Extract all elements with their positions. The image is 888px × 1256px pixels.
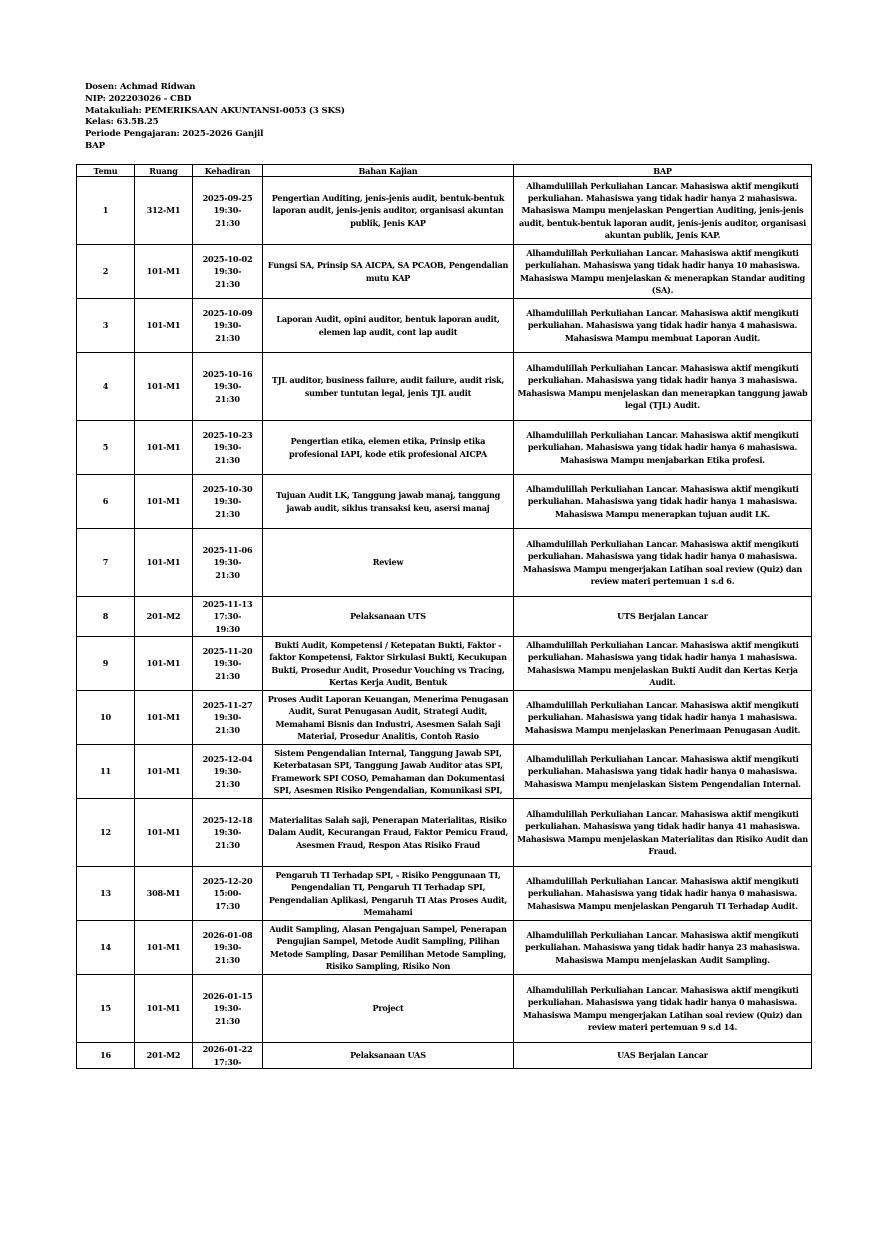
session-time-end: 21:30 xyxy=(215,278,240,289)
room-cell xyxy=(135,529,193,597)
session-date: 2026-01-15 xyxy=(202,991,253,1002)
session-time-start: 19:30- xyxy=(213,658,242,669)
section-title: BAP xyxy=(85,140,105,151)
bap-cell xyxy=(514,177,812,245)
bap-text: Alhamdulillah Perkuliahan Lancar. Mahasiswa aktif mengikuti perkuliahan. Mahasiswa yang tidak hadir hanya 41 mahasiswa. Mahasiswa Mampu menjelaskan Materialitas dan Risiko Audit dan Fraud. xyxy=(517,809,808,856)
room-code: 101-M1 xyxy=(146,320,181,331)
meeting-number: 1 xyxy=(102,205,109,216)
table-row xyxy=(77,353,812,421)
meeting-number-cell xyxy=(77,245,135,299)
table-row xyxy=(77,475,812,529)
table-header-row xyxy=(77,165,812,177)
meeting-number: 10 xyxy=(100,712,111,723)
bap-cell xyxy=(514,691,812,745)
bap-text: UTS Berjalan Lancar xyxy=(617,611,708,622)
attendance-cell xyxy=(193,245,263,299)
session-time-end: 21:30 xyxy=(215,454,240,465)
session-time-end: 21:30 xyxy=(215,724,240,735)
topic-cell xyxy=(263,1043,514,1069)
bap-cell xyxy=(514,745,812,799)
bap-table xyxy=(76,164,812,1069)
session-date: 2025-11-20 xyxy=(202,646,253,657)
meeting-number-cell xyxy=(77,745,135,799)
course-line: Matakuliah: PEMERIKSAAN AKUNTANSI-0053 (3 SKS) xyxy=(85,105,345,116)
topic-text: Audit Sampling, Alasan Pengajuan Sampel, Penerapan Pengujian Sampel, Metode Audit Sampling, Pilihan Metode Sampling, Dasar Pemilihan Metode Sampling, Risiko Sampling, Risiko Non xyxy=(269,924,507,971)
topic-text: Pelaksanaan UAS xyxy=(350,1050,426,1061)
table-row xyxy=(77,745,812,799)
room-code: 101-M1 xyxy=(146,557,181,568)
meeting-number: 15 xyxy=(100,1003,111,1014)
attendance-cell xyxy=(193,799,263,867)
table-row xyxy=(77,799,812,867)
room-cell xyxy=(135,1043,193,1069)
bap-cell xyxy=(514,799,812,867)
topic-text: Bukti Audit, Kompetensi / Ketepatan Bukti, Faktor - faktor Kompetensi, Faktor Sirkulasi Bukti, Kecukupan Bukti, Prosedur Audit, Prosedur Vouching vs Tracing, Kertas Kerja Audit, Bentuk xyxy=(269,640,507,687)
bap-text: Alhamdulillah Perkuliahan Lancar. Mahasiswa aktif mengikuti perkuliahan. Mahasiswa yang tidak hadir hanya 2 mahasiswa. Mahasiswa Mampu menjelaskan Pengertian Auditing, jenis-jenis audit, bentuk-bentuk laporan audit, jenis-jenis auditor, organisasi akuntan publik, Jenis KAP. xyxy=(519,180,806,240)
table-row xyxy=(77,245,812,299)
session-time-end: 19:30 xyxy=(215,623,240,634)
room-code: 101-M1 xyxy=(146,1003,181,1014)
meeting-number: 8 xyxy=(102,611,109,622)
session-date: 2025-09-25 xyxy=(202,193,253,204)
session-date: 2025-10-02 xyxy=(202,254,253,265)
bap-cell xyxy=(514,975,812,1043)
topic-cell xyxy=(263,177,514,245)
table-row xyxy=(77,637,812,691)
meeting-number: 14 xyxy=(100,942,111,953)
topic-cell xyxy=(263,597,514,637)
session-date: 2025-11-06 xyxy=(202,545,253,556)
session-time-end: 21:30 xyxy=(215,670,240,681)
topic-cell xyxy=(263,245,514,299)
topic-text: Pelaksanaan UTS xyxy=(350,611,426,622)
session-time-start: 17:30- xyxy=(213,611,242,622)
room-code: 101-M1 xyxy=(146,658,181,669)
document-header xyxy=(85,82,345,153)
session-time-end: 21:30 xyxy=(215,839,240,850)
room-cell xyxy=(135,245,193,299)
topic-cell xyxy=(263,637,514,691)
session-date: 2025-12-04 xyxy=(202,754,253,765)
topic-text: Pengaruh TI Terhadap SPI, - Risiko Penggunaan TI, Pengendalian TI, Pengaruh TI Terhadap SPI, Pengendalian Aplikasi, Pengaruh TI Atas Proses Audit, Memahami xyxy=(268,870,508,917)
meeting-number: 3 xyxy=(102,320,109,331)
room-cell xyxy=(135,353,193,421)
bap-cell xyxy=(514,421,812,475)
session-time-end: 17:30 xyxy=(215,900,240,911)
session-time-end: 21:30 xyxy=(215,332,240,343)
meeting-number: 6 xyxy=(102,496,109,507)
session-time-start: 19:30- xyxy=(213,496,242,507)
meeting-number: 2 xyxy=(102,266,109,277)
topic-cell xyxy=(263,353,514,421)
attendance-cell xyxy=(193,529,263,597)
meeting-number-cell xyxy=(77,177,135,245)
col-header-room: Ruang xyxy=(135,165,193,177)
class-line: Kelas: 63.5B.25 xyxy=(85,117,159,128)
attendance-cell xyxy=(193,1043,263,1069)
bap-cell xyxy=(514,353,812,421)
bap-text: Alhamdulillah Perkuliahan Lancar. Mahasiswa aktif mengikuti perkuliahan. Mahasiswa yang tidak hadir hanya 10 mahasiswa. Mahasiswa Mampu menjelaskan & menerapkan Standar auditing (SA). xyxy=(520,248,805,295)
session-time-start: 19:30- xyxy=(213,320,242,331)
meeting-number-cell xyxy=(77,353,135,421)
bap-cell xyxy=(514,867,812,921)
lecturer-line: Dosen: Achmad Ridwan xyxy=(85,82,196,92)
meeting-number: 9 xyxy=(102,658,109,669)
session-time-start: 19:30- xyxy=(213,205,242,216)
bap-cell xyxy=(514,637,812,691)
session-time-start: 19:30- xyxy=(213,557,242,568)
bap-text: Alhamdulillah Perkuliahan Lancar. Mahasiswa aktif mengikuti perkuliahan. Mahasiswa yang tidak hadir hanya 0 mahasiswa. Mahasiswa Mampu mengerjakan Latihan soal review (Quiz) dan review materi pertemuan 1 s.d 6. xyxy=(522,539,803,586)
table-row xyxy=(77,299,812,353)
attendance-cell xyxy=(193,475,263,529)
session-date: 2025-10-09 xyxy=(202,308,253,319)
meeting-number: 5 xyxy=(102,442,109,453)
topic-text: Fungsi SA, Prinsip SA AICPA, SA PCAOB, Pengendalian mutu KAP xyxy=(267,260,509,283)
meeting-number: 11 xyxy=(100,766,111,777)
room-cell xyxy=(135,421,193,475)
session-time-start: 19:30- xyxy=(213,766,242,777)
meeting-number-cell xyxy=(77,799,135,867)
session-time-end: 21:30 xyxy=(215,508,240,519)
session-date: 2025-10-30 xyxy=(202,484,253,495)
attendance-cell xyxy=(193,921,263,975)
col-header-attendance: Kehadiran xyxy=(193,165,263,177)
room-code: 101-M1 xyxy=(146,496,181,507)
session-time-end: 21:30 xyxy=(215,393,240,404)
meeting-number-cell xyxy=(77,1043,135,1069)
bap-text: Alhamdulillah Perkuliahan Lancar. Mahasiswa aktif mengikuti perkuliahan. Mahasiswa yang tidak hadir hanya 1 mahasiswa. Mahasiswa Mampu menjelaskan Penerimaan Penugasan Audit. xyxy=(524,700,801,735)
topic-text: Project xyxy=(372,1003,404,1014)
bap-cell xyxy=(514,1043,812,1069)
table-row xyxy=(77,1043,812,1069)
session-time-start: 19:30- xyxy=(213,942,242,953)
topic-cell xyxy=(263,745,514,799)
meeting-number: 13 xyxy=(100,888,111,899)
table-row xyxy=(77,975,812,1043)
meeting-number-cell xyxy=(77,921,135,975)
attendance-cell xyxy=(193,353,263,421)
session-date: 2025-10-16 xyxy=(202,369,253,380)
bap-text: Alhamdulillah Perkuliahan Lancar. Mahasiswa aktif mengikuti perkuliahan. Mahasiswa yang tidak hadir hanya 6 mahasiswa. Mahasiswa Mampu menjabarkan Etika profesi. xyxy=(526,430,799,465)
bap-text: Alhamdulillah Perkuliahan Lancar. Mahasiswa aktif mengikuti perkuliahan. Mahasiswa yang tidak hadir hanya 0 mahasiswa. Mahasiswa Mampu menjelaskan Sistem Pengendalian Internal. xyxy=(524,754,801,789)
col-header-bap: BAP xyxy=(514,165,812,177)
session-date: 2026-01-08 xyxy=(202,930,253,941)
topic-text: Tujuan Audit LK, Tanggung jawab manaj, tanggung jawab audit, siklus transaksi keu, asersi manaj xyxy=(275,490,501,513)
table-row xyxy=(77,691,812,745)
topic-text: Pengertian Auditing, jenis-jenis audit, bentuk-bentuk laporan audit, jenis-jenis auditor, organisasi akuntan publik, Jenis KAP xyxy=(271,193,505,228)
topic-cell xyxy=(263,975,514,1043)
bap-text: UAS Berjalan Lancar xyxy=(617,1050,708,1061)
bap-cell xyxy=(514,475,812,529)
topic-cell xyxy=(263,529,514,597)
topic-text: Pengertian etika, elemen etika, Prinsip etika profesional IAPI, kode etik profesional AICPA xyxy=(289,436,487,459)
session-time-end: 21:30 xyxy=(215,1015,240,1026)
table-body xyxy=(77,177,812,1069)
bap-cell xyxy=(514,921,812,975)
meeting-number-cell xyxy=(77,691,135,745)
session-date: 2025-12-20 xyxy=(202,876,253,887)
topic-cell xyxy=(263,921,514,975)
topic-cell xyxy=(263,299,514,353)
session-date: 2025-12-18 xyxy=(202,815,253,826)
room-code: 201-M2 xyxy=(146,1050,181,1061)
attendance-cell xyxy=(193,637,263,691)
room-cell xyxy=(135,637,193,691)
attendance-cell xyxy=(193,177,263,245)
session-time-start: 17:30- xyxy=(213,1056,242,1067)
room-code: 101-M1 xyxy=(146,381,181,392)
session-time-end: 21:30 xyxy=(215,778,240,789)
topic-text: Proses Audit Laporan Keuangan, Menerima Penugasan Audit, Surat Penugasan Audit, Strategi Audit, Memahami Bisnis dan Industri, Asesmen Salah Saji Material, Prosedur Analitis, Contoh Rasio xyxy=(267,694,509,741)
bap-text: Alhamdulillah Perkuliahan Lancar. Mahasiswa aktif mengikuti perkuliahan. Mahasiswa yang tidak hadir hanya 3 mahasiswa. Mahasiswa Mampu menjelaskan dan menerapkan tanggung jawab legal (TJL) Audit. xyxy=(517,363,808,410)
session-date: 2025-10-23 xyxy=(202,430,253,441)
topic-cell xyxy=(263,799,514,867)
table-row xyxy=(77,867,812,921)
meeting-number: 7 xyxy=(102,557,109,568)
table-row xyxy=(77,597,812,637)
room-code: 201-M2 xyxy=(146,611,181,622)
attendance-cell xyxy=(193,691,263,745)
room-code: 312-M1 xyxy=(146,205,181,216)
topic-text: TJL auditor, business failure, audit failure, audit risk, sumber tuntutan legal, jenis TJL audit xyxy=(271,375,505,398)
attendance-cell xyxy=(193,975,263,1043)
meeting-number: 16 xyxy=(100,1050,111,1061)
meeting-number-cell xyxy=(77,475,135,529)
attendance-cell xyxy=(193,421,263,475)
room-cell xyxy=(135,691,193,745)
bap-text: Alhamdulillah Perkuliahan Lancar. Mahasiswa aktif mengikuti perkuliahan. Mahasiswa yang tidak hadir hanya 0 mahasiswa. Mahasiswa Mampu mengerjakan Latihan soal review (Quiz) dan review materi pertemuan 9 s.d 14. xyxy=(522,985,803,1032)
topic-text: Materialitas Salah saji, Penerapan Materialitas, Risiko Dalam Audit, Kecurangan Fraud, Faktor Pemicu Fraud, Asesmen Fraud, Respon Atas Risiko Fraud xyxy=(267,815,509,850)
room-code: 101-M1 xyxy=(146,712,181,723)
room-code: 101-M1 xyxy=(146,942,181,953)
topic-cell xyxy=(263,475,514,529)
attendance-cell xyxy=(193,867,263,921)
session-time-start: 15:00- xyxy=(213,888,242,899)
meeting-number-cell xyxy=(77,975,135,1043)
attendance-cell xyxy=(193,745,263,799)
period-line: Periode Pengajaran: 2025-2026 Ganjil xyxy=(85,129,264,140)
room-cell xyxy=(135,799,193,867)
session-time-end: 21:30 xyxy=(215,217,240,228)
room-cell xyxy=(135,745,193,799)
bap-cell xyxy=(514,529,812,597)
room-cell xyxy=(135,921,193,975)
room-cell xyxy=(135,597,193,637)
session-time-start: 19:30- xyxy=(213,827,242,838)
meeting-number-cell xyxy=(77,867,135,921)
bap-text: Alhamdulillah Perkuliahan Lancar. Mahasiswa aktif mengikuti perkuliahan. Mahasiswa yang tidak hadir hanya 1 mahasiswa. Mahasiswa Mampu menerapkan tujuan audit LK. xyxy=(526,484,799,519)
session-time-end: 21:30 xyxy=(215,569,240,580)
bap-text: Alhamdulillah Perkuliahan Lancar. Mahasiswa aktif mengikuti perkuliahan. Mahasiswa yang tidak hadir hanya 4 mahasiswa. Mahasiswa Mampu membuat Laporan Audit. xyxy=(526,308,799,343)
room-code: 101-M1 xyxy=(146,766,181,777)
room-cell xyxy=(135,475,193,529)
room-code: 101-M1 xyxy=(146,827,181,838)
bap-text: Alhamdulillah Perkuliahan Lancar. Mahasiswa aktif mengikuti perkuliahan. Mahasiswa yang tidak hadir hanya 0 mahasiswa. Mahasiswa Mampu menjelaskan Pengaruh TI Terhadap Audit. xyxy=(526,876,799,911)
meeting-number-cell xyxy=(77,529,135,597)
bap-cell xyxy=(514,245,812,299)
room-code: 101-M1 xyxy=(146,266,181,277)
table-row xyxy=(77,921,812,975)
topic-text: Sistem Pengendalian Internal, Tanggung Jawab SPI, Keterbatasan SPI, Tanggung Jawab Auditor atas SPI, Framework SPI COSO, Pemahaman dan Dokumentasi SPI, Asesmen Risiko Pengendalian, Komunikasi SPI, xyxy=(271,748,505,795)
session-time-start: 19:30- xyxy=(213,712,242,723)
col-header-meeting: Temu xyxy=(77,165,135,177)
room-cell xyxy=(135,867,193,921)
session-time-start: 19:30- xyxy=(213,381,242,392)
attendance-cell xyxy=(193,299,263,353)
meeting-number-cell xyxy=(77,421,135,475)
room-code: 308-M1 xyxy=(146,888,181,899)
table-row xyxy=(77,177,812,245)
bap-cell xyxy=(514,299,812,353)
topic-cell xyxy=(263,691,514,745)
session-time-end: 21:30 xyxy=(215,954,240,965)
nip-line: NIP: 202203026 - CBD xyxy=(85,93,192,104)
topic-cell xyxy=(263,421,514,475)
meeting-number: 12 xyxy=(100,827,111,838)
session-time-start: 19:30- xyxy=(213,266,242,277)
room-cell xyxy=(135,177,193,245)
col-header-topic: Bahan Kajian xyxy=(263,165,514,177)
bap-cell xyxy=(514,597,812,637)
bap-text: Alhamdulillah Perkuliahan Lancar. Mahasiswa aktif mengikuti perkuliahan. Mahasiswa yang tidak hadir hanya 1 mahasiswa. Mahasiswa Mampu menjelaskan Bukti Audit dan Kertas Kerja Audit. xyxy=(526,640,799,687)
topic-cell xyxy=(263,867,514,921)
attendance-cell xyxy=(193,597,263,637)
room-code: 101-M1 xyxy=(146,442,181,453)
meeting-number-cell xyxy=(77,597,135,637)
meeting-number: 4 xyxy=(102,381,109,392)
session-time-start: 19:30- xyxy=(213,1003,242,1014)
meeting-number-cell xyxy=(77,637,135,691)
session-date: 2025-11-27 xyxy=(202,700,253,711)
topic-text: Laporan Audit, opini auditor, bentuk laporan audit, elemen lap audit, cont lap audit xyxy=(276,314,500,337)
room-cell xyxy=(135,975,193,1043)
meeting-number-cell xyxy=(77,299,135,353)
table-row xyxy=(77,529,812,597)
room-cell xyxy=(135,299,193,353)
table-row xyxy=(77,421,812,475)
session-time-start: 19:30- xyxy=(213,442,242,453)
session-date: 2025-11-13 xyxy=(202,599,253,610)
bap-text: Alhamdulillah Perkuliahan Lancar. Mahasiswa aktif mengikuti perkuliahan. Mahasiswa yang tidak hadir hanya 23 mahasiswa. Mahasiswa Mampu menjelaskan Audit Sampling. xyxy=(525,930,800,965)
topic-text: Review xyxy=(372,557,404,568)
session-date: 2026-01-22 xyxy=(202,1044,253,1055)
